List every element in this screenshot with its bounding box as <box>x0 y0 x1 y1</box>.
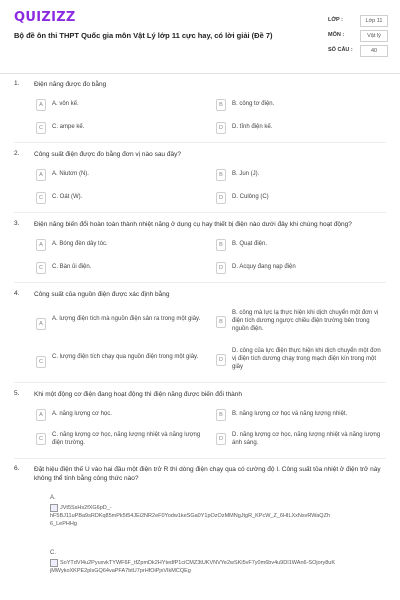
option-text: B. năng lượng cơ học và năng lượng nhiệt. <box>232 411 348 417</box>
option-letter: C. <box>50 550 56 556</box>
meta-count-value: 40 <box>360 45 388 57</box>
option-d[interactable] <box>216 262 386 277</box>
option-letter: A. <box>50 495 56 501</box>
option-letter: A <box>36 239 46 251</box>
question-text: Điện năng được đo bằng <box>34 81 107 88</box>
option-text: B. công tơ điện. <box>232 101 275 107</box>
meta-count <box>328 45 390 58</box>
option-b[interactable] <box>216 169 386 184</box>
meta-class <box>328 15 390 28</box>
meta-count-label: SỐ CÂU : <box>328 47 353 53</box>
option-text: A. năng lượng cơ học. <box>52 411 112 417</box>
option-letter: A <box>36 318 46 330</box>
option-letter: D <box>216 433 226 445</box>
meta-subject <box>328 30 390 43</box>
meta-class-label: LỚP : <box>328 17 343 23</box>
image-source-text: SoYTdVI4u2PyuxvkTYWF6F_tfZpmDk2HYtedfP1ciCMZ3tUKVNVYe2wSKi5vF7y0m6bv4u9DI1WAn6-SOjory8uK <box>60 560 336 566</box>
option-a[interactable] <box>36 169 196 184</box>
option-text: D. Culông (C) <box>232 194 269 200</box>
option-d[interactable] <box>216 346 386 376</box>
option-a[interactable] <box>36 409 206 424</box>
option-text: A. Niutơn (N). <box>52 171 89 177</box>
image-source-text: hF5BJ11uPBa9sRDKq85mPk5t54JEi2NR2eF0Yodw1keSGa0Y1pOzOzMMNgJtgR_KPcW_Z_6HILXxNsvRWaQZh <box>50 513 331 519</box>
option-a[interactable] <box>36 314 206 336</box>
option-letter: C <box>36 356 46 368</box>
header-divider <box>0 73 400 74</box>
option-text: A. vôn kế. <box>52 101 79 107</box>
option-letter: D <box>216 262 226 274</box>
option-text: C. lượng điện tích chạy qua nguồn điện trong một giây. <box>52 354 199 360</box>
image-source-text: JVt5SsHs2fXG6pD_- <box>60 505 112 511</box>
option-text: A. lượng điện tích mà nguồn điện sản ra trong một giây. <box>52 316 201 322</box>
option-c[interactable] <box>36 262 196 277</box>
question-number: 6. <box>14 465 20 472</box>
broken-image-icon <box>50 504 58 512</box>
option-a[interactable] <box>36 239 196 254</box>
option-letter: A <box>36 99 46 111</box>
option-letter: D <box>216 192 226 204</box>
option-d[interactable] <box>216 430 386 452</box>
option-letter: B <box>216 409 226 421</box>
quizizz-logo: QUIZIZZ <box>14 10 76 25</box>
option-letter: C <box>36 433 46 445</box>
option-text: C. Oát (W). <box>52 194 83 200</box>
option-text: B. công mà lực lạ thực hiện khi dịch chuyển một đơn vị điện tích dương ngược chiều điện trường bên trong nguồn điện. <box>232 310 379 333</box>
option-letter: B <box>216 99 226 111</box>
meta-class-value: Lớp 11 <box>360 15 388 27</box>
page-header <box>0 0 400 72</box>
option-text: C. năng lượng cơ học, năng lượng nhiệt và năng lượng điện trường. <box>52 432 201 447</box>
option-text: C. Bàn ủi điện. <box>52 264 92 270</box>
option-letter: C <box>36 122 46 134</box>
option-b[interactable] <box>216 308 386 338</box>
broken-image-icon <box>50 559 58 567</box>
option-d[interactable] <box>216 192 386 207</box>
option-b[interactable] <box>216 239 386 254</box>
option-text: B. Quạt điện. <box>232 241 268 247</box>
option-text: D. tĩnh điện kế. <box>232 124 273 130</box>
option-b[interactable] <box>216 409 386 424</box>
question-divider <box>14 282 386 283</box>
option-letter: D <box>216 354 226 366</box>
option-d[interactable] <box>216 122 386 137</box>
option-text: B. Jun (J). <box>232 171 260 177</box>
question-divider <box>14 142 386 143</box>
question-text: Điện năng biến đổi hoàn toàn thành nhiệt năng ở dụng cụ hay thiết bị điện nào dưới đây khi chúng hoạt động? <box>34 221 352 228</box>
question-text: Đặt hiệu điện thế U vào hai đầu một điện trở R thì dòng điện chạy qua có cường độ I. Công suất tỏa nhiệt ở điện trở này không thể tính bằng công thức nào? <box>34 466 381 482</box>
question-divider <box>14 212 386 213</box>
question-number: 3. <box>14 220 20 227</box>
option-c[interactable] <box>36 122 196 137</box>
option-letter: B <box>216 316 226 328</box>
question-6 <box>0 465 400 600</box>
question-number: 5. <box>14 390 20 397</box>
option-letter: A <box>36 409 46 421</box>
option-c[interactable] <box>36 430 206 452</box>
option-text: D. Acquy đang nạp điện <box>232 264 296 270</box>
question-text: Công suất điện được đo bằng đơn vị nào sau đây? <box>34 151 181 158</box>
image-source-text: jMWykoXKPE2plsGQ64vaPFA7btU7prHfOiPjxVIkMCQEg <box>50 568 191 574</box>
question-number: 4. <box>14 290 20 297</box>
meta-subject-label: MÔN : <box>328 32 345 38</box>
option-text: D. năng lượng cơ học, năng lượng nhiệt và năng lượng ánh sáng. <box>232 432 381 447</box>
question-text: Khi một động cơ điện đang hoạt động thì điện năng được biến đổi thành <box>34 391 243 398</box>
option-text: D. công của lực điện thực hiện khi dịch chuyển một đơn vị điện tích dương chạy trong mạch điện kín trong một giây <box>232 348 381 371</box>
question-divider <box>14 458 386 459</box>
option-c[interactable] <box>36 352 206 374</box>
meta-subject-value: Vật lý <box>360 30 388 42</box>
image-source-text: 6_LePHHg <box>50 521 77 527</box>
question-text: Công suất của nguồn điện được xác định bằng <box>34 291 170 298</box>
option-letter: D <box>216 122 226 134</box>
option-letter: C <box>36 262 46 274</box>
option-letter: A <box>36 169 46 181</box>
option-b[interactable] <box>216 99 386 114</box>
option-c[interactable] <box>36 192 196 207</box>
option-text: C. ampe kế. <box>52 124 85 130</box>
question-number: 2. <box>14 150 20 157</box>
option-letter: B <box>216 169 226 181</box>
option-letter: C <box>36 192 46 204</box>
document-title: Bộ đề ôn thi THPT Quốc gia môn Vật Lý lớp 11 cực hay, có lời giải (Đề 7) <box>14 31 273 40</box>
question-divider <box>14 382 386 383</box>
option-letter: B <box>216 239 226 251</box>
option-a[interactable] <box>36 99 196 114</box>
question-number: 1. <box>14 80 20 87</box>
option-text: A. Bóng đèn dây tóc. <box>52 241 108 247</box>
